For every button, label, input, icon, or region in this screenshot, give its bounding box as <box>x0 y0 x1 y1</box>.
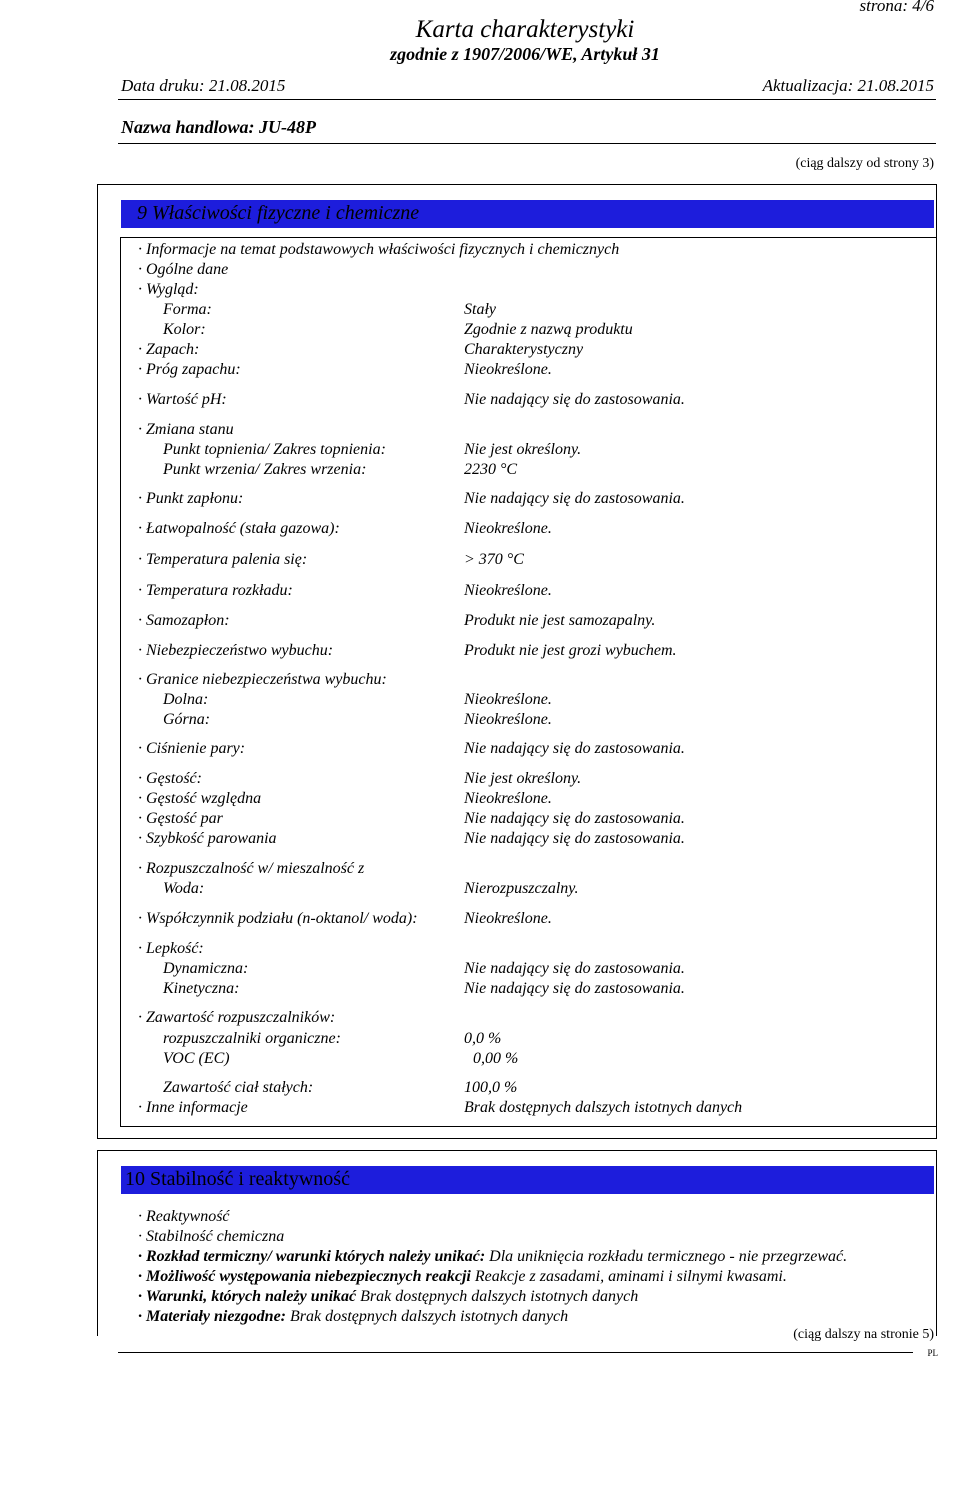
page-number: strona: 4/6 <box>859 0 934 15</box>
value-color: Zgodnie z nazwą produktu <box>464 321 633 338</box>
label-density: · Gęstość: <box>138 770 202 787</box>
label-form: Forma: <box>163 301 212 318</box>
document-title: Karta charakterystyki <box>415 16 635 43</box>
row-conditions-to-avoid <box>138 1288 638 1306</box>
value-thermal-decomposition: Dla uniknięcia rozkładu termicznego - nie przegrzewać. <box>489 1248 848 1265</box>
row-state-change: · Zmiana stanu <box>138 421 234 438</box>
label-thermal-decomposition: · Rozkład termiczny/ warunki których należy unikać: <box>138 1248 486 1265</box>
value-incompatible-materials: Brak dostępnych dalszych istotnych danych <box>290 1308 569 1325</box>
label-evaporation-rate: · Szybkość parowania <box>138 830 277 847</box>
label-hazardous-reactions: · Możliwość występowania niebezpiecznych reakcji <box>138 1268 471 1285</box>
value-relative-density: Nieokreślone. <box>464 790 552 807</box>
value-other-info: Brak dostępnych dalszych istotnych danych <box>464 1099 743 1116</box>
trade-name: Nazwa handlowa: JU-48P <box>121 117 317 137</box>
value-partition-coefficient: Nieokreślone. <box>464 910 552 927</box>
label-organic-solvents: rozpuszczalniki organiczne: <box>163 1030 341 1047</box>
value-solids-content: 100,0 % <box>464 1079 518 1096</box>
value-water: Nierozpuszczalny. <box>464 880 579 897</box>
row-general: · Ogólne dane <box>138 261 229 278</box>
value-evaporation-rate: Nie nadający się do zastosowania. <box>464 830 685 847</box>
row-solvent-content: · Zawartość rozpuszczalników: <box>138 1009 336 1026</box>
label-ignition-temp: · Temperatura palenia się: <box>138 551 308 568</box>
value-odour-threshold: Nieokreślone. <box>464 361 552 378</box>
document-subtitle: zgodnie z 1907/2006/WE, Artykuł 31 <box>390 44 660 64</box>
label-solids-content: Zawartość ciał stałych: <box>163 1079 314 1096</box>
label-partition-coefficient: · Współczynnik podziału (n-oktanol/ woda): <box>138 910 418 927</box>
label-relative-density: · Gęstość względna <box>138 790 262 807</box>
value-ignition-temp: > 370 °C <box>464 551 524 568</box>
label-odour: · Zapach: <box>138 341 200 358</box>
row-chemical-stability: · Stabilność chemiczna <box>138 1228 285 1245</box>
value-melting-point: Nie jest określony. <box>464 441 582 458</box>
label-explosion-hazard: · Niebezpieczeństwo wybuchu: <box>138 642 334 659</box>
row-hazardous-reactions <box>138 1268 787 1286</box>
section-10-header <box>121 1166 934 1194</box>
value-flammability: Nieokreślone. <box>464 520 552 537</box>
row-basic-info: · Informacje na temat podstawowych właściwości fizycznych i chemicznych <box>138 241 620 258</box>
label-odour-threshold: · Próg zapachu: <box>138 361 241 378</box>
print-date: Data druku: 21.08.2015 <box>121 76 286 95</box>
value-decomposition-temp: Nieokreślone. <box>464 582 552 599</box>
label-boiling-point: Punkt wrzenia/ Zakres wrzenia: <box>163 461 367 478</box>
label-melting-point: Punkt topnienia/ Zakres topnienia: <box>163 441 386 458</box>
value-lower-limit: Nieokreślone. <box>464 691 552 708</box>
value-vapour-pressure: Nie nadający się do zastosowania. <box>464 740 685 757</box>
header-divider <box>118 99 936 100</box>
trade-divider <box>118 143 936 144</box>
row-incompatible-materials <box>138 1308 568 1326</box>
label-vapour-density: · Gęstość par <box>138 810 223 827</box>
section-10-title: 10 Stabilność i reaktywność <box>125 1168 350 1190</box>
value-conditions-to-avoid: Brak dostępnych dalszych istotnych danych <box>360 1288 639 1305</box>
value-upper-limit: Nieokreślone. <box>464 711 552 728</box>
value-density: Nie jest określony. <box>464 770 582 787</box>
label-flammability: · Łatwopalność (stała gazowa): <box>138 520 340 537</box>
value-voc: 0,00 % <box>473 1050 519 1067</box>
label-flash-point: · Punkt zapłonu: <box>138 490 244 507</box>
language-code: PL <box>927 1348 938 1358</box>
label-self-ignition: · Samozapłon: <box>138 612 230 629</box>
label-vapour-pressure: · Ciśnienie pary: <box>138 740 246 757</box>
label-ph: · Wartość pH: <box>138 391 227 408</box>
value-organic-solvents: 0,0 % <box>464 1030 502 1047</box>
label-conditions-to-avoid: · Warunki, których należy unikać <box>138 1288 357 1305</box>
row-viscosity: · Lepkość: <box>138 940 204 957</box>
value-dynamic-viscosity: Nie nadający się do zastosowania. <box>464 960 685 977</box>
update-date: Aktualizacja: 21.08.2015 <box>762 76 934 95</box>
row-explosion-limits: · Granice niebezpieczeństwa wybuchu: <box>138 671 387 688</box>
label-dynamic-viscosity: Dynamiczna: <box>163 960 249 977</box>
row-thermal-decomposition <box>138 1248 847 1266</box>
label-upper-limit: Górna: <box>163 711 211 728</box>
label-lower-limit: Dolna: <box>163 691 209 708</box>
label-water: Woda: <box>163 880 205 897</box>
label-incompatible-materials: · Materiały niezgodne: <box>138 1308 286 1325</box>
row-appearance: · Wygląd: <box>138 281 199 298</box>
value-flash-point: Nie nadający się do zastosowania. <box>464 490 685 507</box>
label-voc: VOC (EC) <box>163 1050 230 1067</box>
row-solubility: · Rozpuszczalność w/ mieszalność z <box>138 860 365 877</box>
continued-from: (ciąg dalszy od strony 3) <box>795 156 934 171</box>
value-hazardous-reactions: Reakcje z zasadami, aminami i silnymi kwasami. <box>474 1268 787 1285</box>
value-ph: Nie nadający się do zastosowania. <box>464 391 685 408</box>
value-form: Stały <box>464 301 496 318</box>
section-9-title: 9 Właściwości fizyczne i chemiczne <box>137 202 420 224</box>
value-kinematic-viscosity: Nie nadający się do zastosowania. <box>464 980 685 997</box>
value-odour: Charakterystyczny <box>464 341 584 358</box>
section-9-header <box>121 200 934 228</box>
value-self-ignition: Produkt nie jest samozapalny. <box>464 612 656 629</box>
label-other-info: · Inne informacje <box>138 1099 248 1116</box>
label-color: Kolor: <box>163 321 206 338</box>
label-decomposition-temp: · Temperatura rozkładu: <box>138 582 293 599</box>
footer-divider <box>118 1352 913 1353</box>
value-boiling-point: 2230 °C <box>464 461 518 478</box>
continued-to: (ciąg dalszy na stronie 5) <box>793 1327 934 1342</box>
value-vapour-density: Nie nadający się do zastosowania. <box>464 810 685 827</box>
value-explosion-hazard: Produkt nie jest grozi wybuchem. <box>464 642 677 659</box>
label-kinematic-viscosity: Kinetyczna: <box>163 980 240 997</box>
row-reactivity: · Reaktywność <box>138 1208 230 1225</box>
